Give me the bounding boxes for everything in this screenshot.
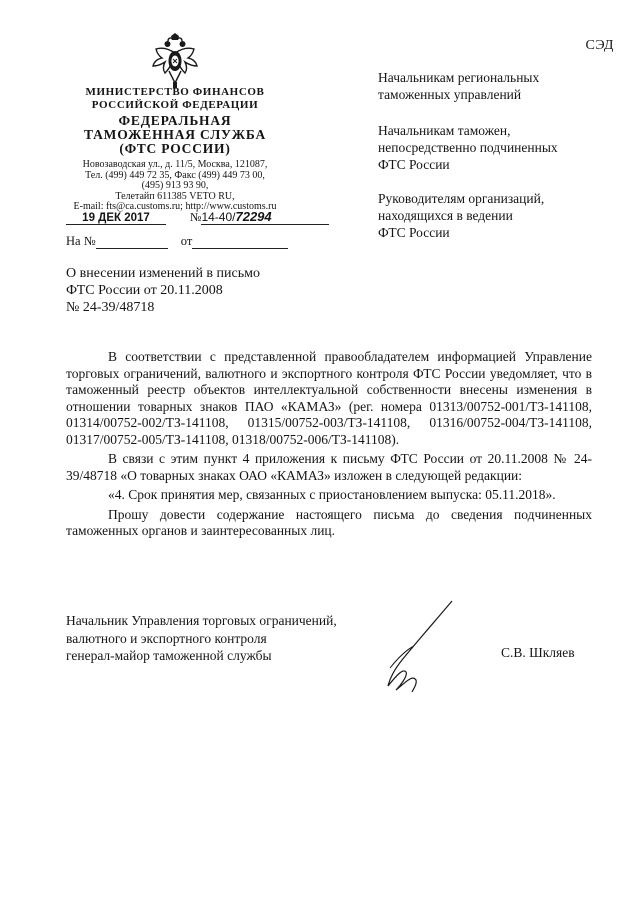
body-paragraph: Прошу довести содержание настоящего письма до сведения подчиненных таможенных органов и заинтересованных лиц.	[66, 506, 592, 538]
number-label: №	[190, 210, 202, 224]
number-handwritten: 72294	[235, 209, 272, 224]
ref-from-label: от	[180, 234, 193, 248]
registration-number	[201, 209, 329, 225]
sed-mark: СЭД	[585, 38, 614, 53]
ministry-name: МИНИСТЕРСТВО ФИНАНСОВ РОССИЙСКОЙ ФЕДЕРАЦИИ	[85, 86, 265, 111]
body-paragraph: В соответствии с представленной правообладателем информацией Управление торговых ограничений, валютного и экспортного контроля ФТС России уведомляет, что в таможенный реестр объектов интеллектуальной собственности внесены изменения в отношении товарных знаков ПАО «КАМАЗ» (рег. номера 01313/00752-001/ТЗ-141108, 01314/00752-002/ТЗ-141108, 01315/00752-003/ТЗ-141108, 01316/00752-004/ТЗ-141108, 01317/00752-005/ТЗ-141108, 01318/00752-006/ТЗ-141108).	[66, 349, 592, 447]
number-prefix: 14-40/	[201, 210, 236, 224]
ref-label: На №	[66, 234, 96, 248]
addressee-regional-directorates: Начальникам региональных таможенных управлений	[378, 70, 540, 102]
letter-subject: О внесении изменений в письмо ФТС России от 20.11.2008 № 24-39/48718	[66, 266, 260, 315]
addressee-organization-heads: Руководителям организаций, находящихся в ведении ФТС России	[378, 191, 545, 240]
body-paragraph: «4. Срок принятия мер, связанных с приостановлением выпуска: 05.11.2018».	[108, 487, 556, 502]
registration-row	[66, 209, 329, 225]
addressee-customs-heads: Начальникам таможен, непосредственно подчиненных ФТС России	[378, 123, 558, 172]
signatory-name: С.В. Шкляев	[501, 645, 575, 660]
contact-details: Новозаводская ул., д. 11/5, Москва, 121087, Тел. (499) 449 72 35, Факс (499) 449 73 00, (495) 913 93 90, Телетайп 611385 VETO RU, E-mail: fts@ca.customs.ru; http://www.customs.ru	[73, 159, 277, 212]
reference-row	[66, 233, 288, 249]
letter-body	[66, 349, 592, 540]
signatory-position: Начальник Управления торговых ограничений, валютного и экспортного контроля генерал-майор таможенной службы	[66, 613, 337, 663]
handwritten-signature	[370, 598, 460, 694]
body-paragraph: В связи с этим пункт 4 приложения к письму ФТС России от 20.11.2008 № 24-39/48718 «О товарных знаках ОАО «КАМАЗ» изложен в следующей редакции:	[66, 451, 592, 483]
registration-date-stamp: 19 ДЕК 2017	[66, 212, 166, 225]
ref-date-line	[192, 233, 288, 249]
ref-number-line	[96, 233, 168, 249]
double-headed-eagle-emblem-icon	[148, 33, 202, 89]
service-name: ФЕДЕРАЛЬНАЯ ТАМОЖЕННАЯ СЛУЖБА (ФТС РОССИИ)	[83, 113, 267, 156]
